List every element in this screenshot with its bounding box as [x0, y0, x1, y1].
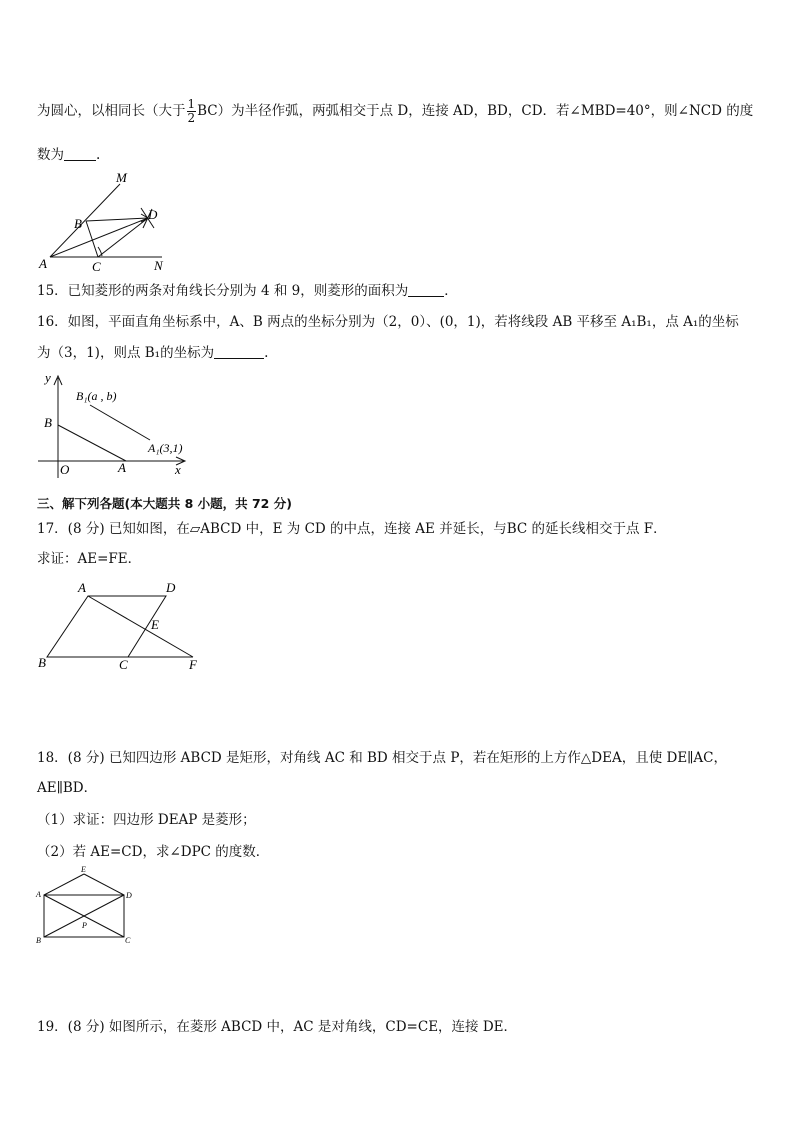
- q16-line2-text: 为（3，1)，则点 B₁的坐标为: [37, 345, 215, 361]
- q18-line2-text: AE∥BD．: [37, 780, 98, 796]
- label-m: M: [116, 170, 127, 185]
- q14-suffix: BC）为半径作弧，两弧相交于点 D，连接 AD，BD，CD．若∠MBD=40°，则∠NCD 的度: [197, 103, 754, 119]
- q17-line1-text: 17．(8 分) 已知如图，在▱ABCD 中，E 为 CD 的中点，连接 AE 并延长，与BC 的延长线相交于点 F．: [37, 521, 667, 537]
- label-b: B: [36, 936, 41, 945]
- label-d: D: [166, 580, 176, 595]
- q18-part2-text: （2）若 AE=CD，求∠DPC 的度数．: [37, 844, 270, 860]
- label-d: D: [126, 891, 132, 900]
- label-e: E: [151, 617, 159, 632]
- q14-line2-text: 数为: [37, 147, 64, 163]
- q16-line1-text: 16．如图，平面直角坐标系中，A、B 两点的坐标分别为（2，0）、(0，1)，若将线段 AB 平移至 A₁B₁，点 A₁的坐标: [37, 314, 739, 330]
- label-a: A: [39, 256, 47, 271]
- q19-text: 19．(8 分) 如图所示，在菱形 ABCD 中，AC 是对角线，CD=CE，连接 DE．: [37, 1019, 518, 1035]
- label-x: x: [175, 462, 181, 477]
- label-p: P: [82, 921, 87, 930]
- label-b: B: [38, 655, 46, 670]
- label-c: C: [119, 657, 128, 672]
- fraction-denominator: 2: [187, 111, 196, 125]
- label-e: E: [81, 865, 86, 874]
- label-b1: B₁(a , b): [76, 389, 117, 403]
- q18-line1-text: 18．(8 分) 已知四边形 ABCD 是矩形，对角线 AC 和 BD 相交于点 P，若在矩形的上方作△DEA，且使 DE∥AC，: [37, 750, 727, 766]
- label-b: B: [44, 415, 52, 430]
- section-3-title: 三、解下列各题(本大题共 8 小题，共 72 分): [37, 496, 292, 511]
- label-f: F: [189, 657, 197, 672]
- label-b: B: [74, 216, 82, 231]
- label-y: y: [45, 370, 51, 385]
- label-a: A: [118, 460, 126, 475]
- segment-de: [84, 874, 124, 895]
- q15-end: ．: [444, 283, 458, 299]
- q19: [37, 1018, 517, 1036]
- q17-line2-text: 求证：AE=FE．: [37, 551, 142, 567]
- label-n: N: [154, 258, 163, 273]
- label-c: C: [92, 259, 101, 274]
- q16-end: .: [264, 345, 269, 361]
- label-c: C: [125, 936, 131, 945]
- q14-end: .: [96, 147, 101, 163]
- q15-text: 15．已知菱形的两条对角线长分别为 4 和 9，则菱形的面积为: [37, 283, 409, 299]
- label-a1: A₁(3,1): [148, 441, 183, 455]
- q14-prefix: 为圆心，以相同长（大于: [37, 103, 186, 119]
- fraction-numerator: 1: [187, 97, 196, 111]
- segment-ae: [44, 874, 84, 895]
- label-a: A: [78, 580, 86, 595]
- q18-part1-text: （1）求证：四边形 DEAP 是菱形；: [37, 812, 256, 828]
- label-d: D: [148, 207, 158, 222]
- label-o: O: [60, 462, 70, 477]
- label-a: A: [36, 890, 41, 899]
